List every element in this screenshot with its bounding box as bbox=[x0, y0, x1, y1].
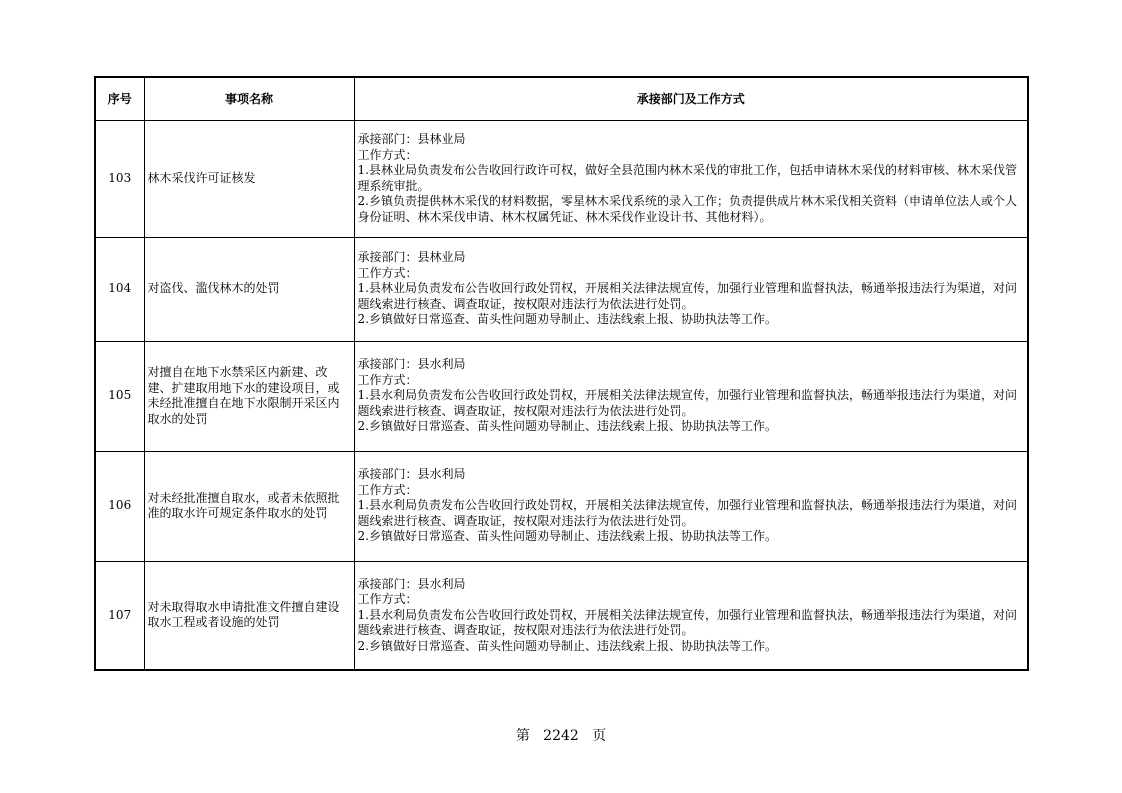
row-mode: 工作方式： bbox=[357, 592, 418, 606]
row-name: 林木采伐许可证核发 bbox=[144, 120, 354, 237]
page-number: 2242 bbox=[543, 728, 579, 744]
row-item: 2.乡镇做好日常巡查、苗头性问题劝导制止、违法线索上报、协助执法等工作。 bbox=[357, 419, 777, 434]
matters-table bbox=[94, 76, 1029, 671]
row-item: 1.县水利局负责发布公告收回行政处罚权，开展相关法律法规宣传，加强行业管理和监督执法，畅通举报违法行为渠道，对问题线索进行核查、调查取证，按权限对违法行为依法进行处罚。 bbox=[357, 498, 1017, 528]
row-method bbox=[354, 451, 1028, 561]
row-method bbox=[354, 120, 1028, 237]
page-footer bbox=[0, 725, 1122, 745]
table-header-row bbox=[95, 77, 1028, 120]
row-dept: 承接部门：县林业局 bbox=[357, 250, 466, 265]
row-method bbox=[354, 237, 1028, 341]
row-seq: 103 bbox=[95, 120, 144, 237]
row-seq: 104 bbox=[95, 237, 144, 341]
row-seq: 107 bbox=[95, 561, 144, 670]
row-dept: 承接部门：县水利局 bbox=[357, 576, 466, 591]
header-method: 承接部门及工作方式 bbox=[354, 77, 1028, 120]
row-seq: 106 bbox=[95, 451, 144, 561]
table-row bbox=[95, 341, 1028, 451]
row-name: 对盗伐、滥伐林木的处罚 bbox=[144, 237, 354, 341]
row-item: 2.乡镇做好日常巡查、苗头性问题劝导制止、违法线索上报、协助执法等工作。 bbox=[357, 638, 777, 653]
row-name: 对未经批准擅自取水，或者未依照批准的取水许可规定条件取水的处罚 bbox=[144, 451, 354, 561]
row-mode: 工作方式： bbox=[357, 265, 418, 280]
row-item: 2.乡镇负责提供林木采伐的材料数据，零星林木采伐系统的录入工作；负责提供成片林木采伐相关资料（申请单位法人或个人身份证明、林木采伐申请、林木权属凭证、林木采伐作业设计书、其他材料）。 bbox=[357, 194, 1017, 224]
row-mode: 工作方式： bbox=[357, 147, 418, 162]
page-footer-prefix: 第 bbox=[515, 728, 530, 744]
table-row bbox=[95, 120, 1028, 237]
row-name: 对未取得取水申请批准文件擅自建设取水工程或者设施的处罚 bbox=[144, 561, 354, 670]
row-item: 1.县水利局负责发布公告收回行政处罚权，开展相关法律法规宣传，加强行业管理和监督执法，畅通举报违法行为渠道，对问题线索进行核查、调查取证，按权限对违法行为依法进行处罚。 bbox=[357, 607, 1017, 637]
row-item: 1.县水利局负责发布公告收回行政处罚权，开展相关法律法规宣传，加强行业管理和监督执法，畅通举报违法行为渠道，对问题线索进行核查、调查取证，按权限对违法行为依法进行处罚。 bbox=[357, 388, 1017, 418]
row-item: 1.县林业局负责发布公告收回行政许可权，做好全县范围内林木采伐的审批工作，包括申请林木采伐的材料审核、林木采伐管理系统审批。 bbox=[357, 163, 1017, 193]
row-dept: 承接部门：县水利局 bbox=[357, 357, 466, 372]
row-mode: 工作方式： bbox=[357, 372, 418, 387]
row-dept: 承接部门：县林业局 bbox=[357, 132, 466, 146]
row-mode: 工作方式： bbox=[357, 482, 418, 497]
row-item: 2.乡镇做好日常巡查、苗头性问题劝导制止、违法线索上报、协助执法等工作。 bbox=[357, 529, 777, 544]
row-method bbox=[354, 561, 1028, 670]
row-name: 对擅自在地下水禁采区内新建、改建、扩建取用地下水的建设项目，或未经批准擅自在地下水限制开采区内取水的处罚 bbox=[144, 341, 354, 451]
row-method bbox=[354, 341, 1028, 451]
header-name: 事项名称 bbox=[144, 77, 354, 120]
table-row bbox=[95, 451, 1028, 561]
row-item: 2.乡镇做好日常巡查、苗头性问题劝导制止、违法线索上报、协助执法等工作。 bbox=[357, 312, 777, 327]
table-row bbox=[95, 237, 1028, 341]
table-row bbox=[95, 561, 1028, 670]
row-item: 1.县林业局负责发布公告收回行政处罚权，开展相关法律法规宣传，加强行业管理和监督执法，畅通举报违法行为渠道，对问题线索进行核查、调查取证，按权限对违法行为依法进行处罚。 bbox=[357, 281, 1017, 311]
page-footer-suffix: 页 bbox=[592, 728, 607, 744]
row-dept: 承接部门：县水利局 bbox=[357, 467, 466, 482]
header-seq: 序号 bbox=[95, 77, 144, 120]
row-seq: 105 bbox=[95, 341, 144, 451]
